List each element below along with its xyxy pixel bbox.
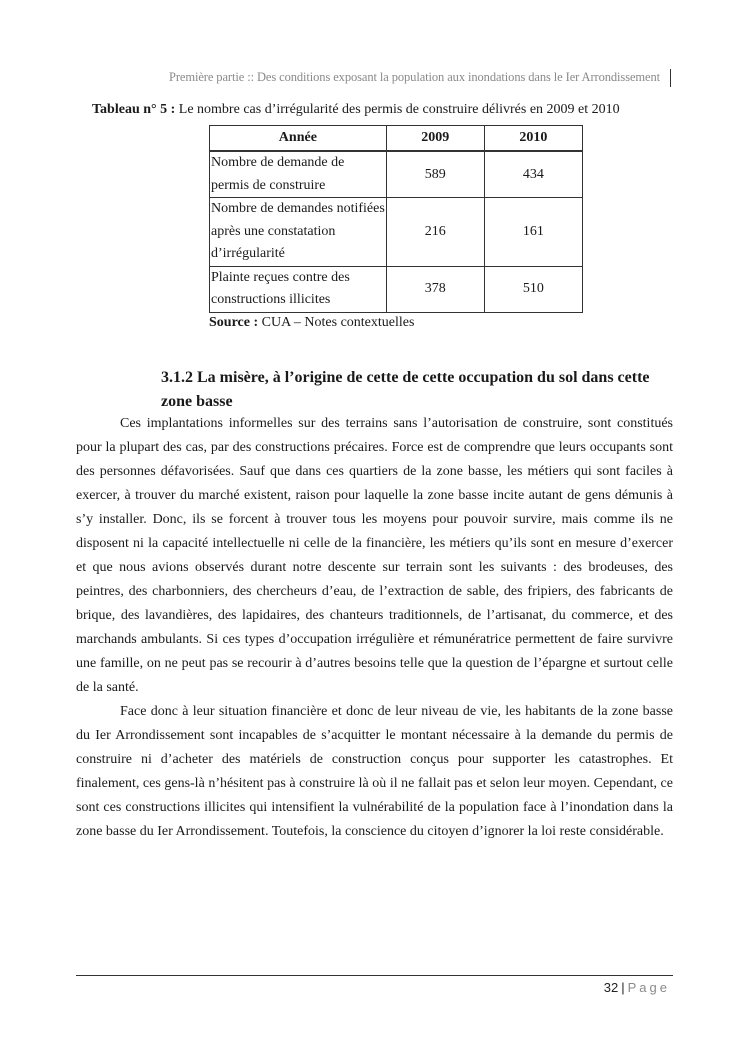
page-number: 32 [603,980,619,995]
table-row [210,151,583,198]
section-heading: 3.1.2 La misère, à l’origine de cette de cette occupation du sol dans cette zone basse [161,369,650,410]
value-2009: 378 [386,266,484,312]
footer-divider [76,975,673,976]
row-label: Nombre de demande de permis de construire [210,151,387,198]
header-2010: 2010 [484,126,582,152]
body-text [76,412,673,844]
permits-table [209,125,583,313]
header-divider [670,69,671,87]
page-label: Page [627,980,670,995]
running-header: Première partie :: Des conditions exposant la population aux inondations dans le Ier Arrondissement [168,70,660,84]
page-footer [560,980,670,995]
value-2009: 216 [386,198,484,267]
table-caption-text: Le nombre cas d’irrégularité des permis de construire délivrés en 2009 et 2010 [175,102,620,117]
value-2010: 510 [484,266,582,312]
row-label: Nombre de demandes notifiées après une constatation d’irrégularité [210,198,387,267]
value-2009: 589 [386,151,484,198]
paragraph: Face donc à leur situation financière et donc de leur niveau de vie, les habitants de la zone basse du Ier Arrondissement sont incapables de s’acquitter le montant nécessaire à la demande du permis de construire ni d’acheter des matériels de construction conçus pour supporter les catastrophes. Et finalement, ces gens-là n’hésitent pas à construire là où il ne fallait pas et selon leur moyen. Cependant, ce sont ces constructions illicites qui intensifient la vulnérabilité de la population face à l’inondation dans la zone basse du Ier Arrondissement. Toutefois, la conscience du citoyen d’ignorer la loi reste considérable. [76,704,673,839]
table-header-row [210,126,583,152]
footer-separator: | [621,980,625,995]
header-year: Année [210,126,387,152]
paragraph: Ces implantations informelles sur des terrains sans l’autorisation de construire, sont constitués pour la plupart des cas, par des constructions précaires. Force est de comprendre que leurs occupants sont des personnes défavorisées. Sauf que dans ces quartiers de la zone basse, les métiers qui sont faciles à exercer, à trouver du marché existent, raison pour laquelle la zone basse incite autant de gens démunis à s’y installer. Donc, ils se forcent à trouver tous les moyens pour pouvoir survire, mais comme ils ne disposent ni la capacité intellectuelle ni celle de la financière, les métiers qu’ils sont en mesure d’exercer et que nous avions observés durant notre descente sur terrain sont les suivants : des brodeuses, des peintres, des charbonniers, des chercheurs d’eau, de l’extraction de sable, des fripiers, des fabricants de brique, des lavandières, des lapidaires, des chanteurs traditionnels, de l’artisanat, du commerce, et des marchands ambulants. Si ces types d’occupation irrégulière et rémunératrice permettent de faire survivre une famille, on ne peut pas se recourir à d’autres besoins telle que la question de l’épargne et surtout celle de la santé. [76,416,673,695]
source-text: CUA – Notes contextuelles [258,315,415,330]
value-2010: 434 [484,151,582,198]
row-label: Plainte reçues contre des constructions illicites [210,266,387,312]
value-2010: 161 [484,198,582,267]
source-label: Source : [209,315,259,330]
table-row [210,198,583,267]
header-2009: 2009 [386,126,484,152]
table-source [209,315,414,331]
table-caption [92,102,620,118]
table-row [210,266,583,312]
table-caption-label: Tableau n° 5 : [92,102,176,117]
